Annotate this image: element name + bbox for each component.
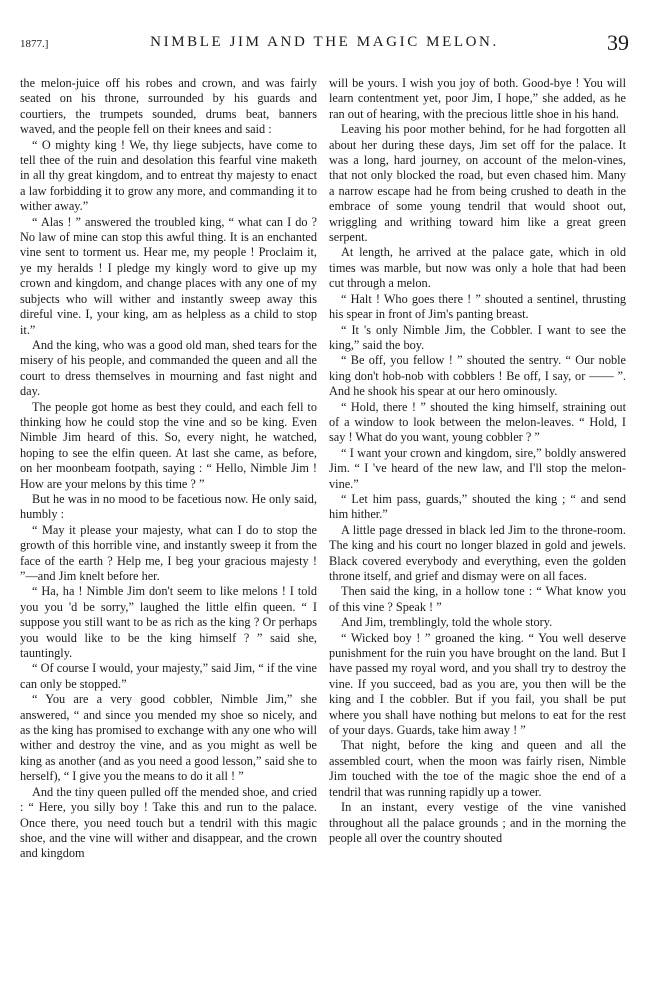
paragraph: will be yours. I wish you joy of both. Good-bye ! You will learn contentment yet, poor Jim, I hope,” she added, as he ran out of hearing, with the precious little shoe in his hand. xyxy=(329,76,626,121)
paragraph: And Jim, tremblingly, told the whole story. xyxy=(341,615,553,630)
page-number: 39 xyxy=(607,30,629,55)
paragraph: “ Of course I would, your majesty,” said Jim, “ if the vine can only be stopped.” xyxy=(20,661,317,691)
paragraph: “ Ha, ha ! Nimble Jim don't seem to like melons ! I told you you 'd be sorry,” laughed the little elfin queen. “ I suppose you still want to be as rich as the king ? Or perhaps you would like to be the king himself ? ” said she, tauntingly. xyxy=(20,584,317,661)
paragraph: “ Be off, you fellow ! ” shouted the sentry. “ Our noble king don't hob-nob with cobblers ! Be off, I say, or —— ”. And he shook his spear at our hero ominously. xyxy=(329,353,626,399)
paragraph: The people got home as best they could, and each fell to thinking how he could stop the vine and so be king. Even Nimble Jim heard of this. So, every night, he watched, hoping to see the elfin queen. At last she came, as before, on her moonbeam footpath, saying : “ Hello, Nimble Jim ! How are your melons by this time ? ” xyxy=(20,399,317,491)
paragraph: “ May it please your majesty, what can I do to stop the growth of this horrible vine, and instantly sweep it from the face of the earth ? Help me, I beg your gracious majesty ! ”—and Jim knelt before her. xyxy=(20,522,317,583)
paragraph: In an instant, every vestige of the vine vanished throughout all the palace grounds ; and in the morning the people all over the country shouted xyxy=(329,800,626,845)
paragraph: “ Wicked boy ! ” groaned the king. “ You well deserve punishment for the ruin you have brought on the land. But I have passed my royal word, and you shall try to destroy the vine. If you succeed, bad as you are, you then will be the king and I the cobbler. But if you fail, you shall be put where you shall have nothing but melons to eat for the rest of your days. Guards, take him away ! ” xyxy=(329,630,626,738)
paragraph: And the king, who was a good old man, shed tears for the misery of his people, and commanded the queen and all the court to dress themselves in mourning and fast night and day. xyxy=(20,337,317,399)
left-column xyxy=(20,76,317,862)
paragraph: A little page dressed in black led Jim to the throne-room. The king and his court no longer blazed in gold and jewels. Black covered everybody and everything, even the golden throne itself, and grief and dismay were on all faces. xyxy=(329,522,626,583)
paragraph: That night, before the king and queen and all the assembled court, when the moon was fairly risen, Nimble Jim touched with the toe of the magic shoe the end of a tendril that was running rapidly up a tower. xyxy=(329,738,626,799)
paragraph: “ Halt ! Who goes there ! ” shouted a sentinel, thrusting his spear in front of Jim's panting breast. xyxy=(329,291,626,322)
paragraph: “ O mighty king ! We, thy liege subjects, have come to tell thee of the ruin and desolation this fearful vine maketh in all thy great kingdom, and to entreat thy majesty to enact a law forbidding it to grow any more, and commanding it to wither away.” xyxy=(20,137,317,214)
paragraph: “ It 's only Nimble Jim, the Cobbler. I want to see the king,” said the boy. xyxy=(329,322,626,352)
header-title: NIMBLE JIM AND THE MAGIC MELON. xyxy=(150,34,499,50)
paragraph: “ Let him pass, guards,” shouted the king ; “ and send him hither.” xyxy=(329,491,626,522)
paragraph: “ Alas ! ” answered the troubled king, “ what can I do ? No law of mine can stop this awful thing. It is an enchanted vine sent to torment us. Hear me, my people ! Proclaim it, ye my heralds ! I pledge my kingly word to give up my crown and kingdom, and change places with any one of my subjects who will wither and instantly sweep away this direful vine. I, your king, am as helpless as a child to stop it.” xyxy=(20,214,317,337)
paragraph: And the tiny queen pulled off the mended shoe, and cried : “ Here, you silly boy ! Take this and run to the palace. Once there, you need touch but a tendril with this magic shoe, and the vine will wither and disappear, and the crown and kingdom xyxy=(20,784,317,861)
header-year: 1877.] xyxy=(20,38,49,50)
paragraph: But he was in no mood to be facetious now. He only said, humbly : xyxy=(20,491,317,522)
paragraph: the melon-juice off his robes and crown, and was fairly seated on his throne, surrounded by his guards and courtiers, the trumpets sounded, drums beat, banners waved, and the people fell on their knees and said : xyxy=(20,76,317,137)
paragraph: Leaving his poor mother behind, for he had forgotten all about her during these days, Jim set off for the palace. It was a long, hard journey, on account of the melon-vines, that not only blocked the road, but even chased him. Many a narrow escape had he from being crushed to death in the embrace of some young tendril that would shoot out, wriggling and writhing toward him like a great green serpent. xyxy=(329,122,626,245)
running-header xyxy=(20,30,629,54)
paragraph: At length, he arrived at the palace gate, which in old times was marble, but now was only a hole that had been cut through a melon. xyxy=(329,245,626,291)
paragraph: “ You are a very good cobbler, Nimble Jim,” she answered, “ and since you mended my shoe so nicely, and as the king has promised to exchange with any one who will wither and destroy the vine, and as you might as well be king as another (and as you need a good lesson,” said she to herself), “ I give you the means to do it all ! ” xyxy=(20,692,317,784)
paragraph: “ Hold, there ! ” shouted the king himself, straining out of a window to look between the melon-leaves. “ Hold, I say ! What do you want, young cobbler ? ” xyxy=(329,399,626,445)
right-column xyxy=(329,76,626,846)
paragraph: Then said the king, in a hollow tone : “ What know you of this vine ? Speak ! ” xyxy=(329,584,626,614)
paragraph: “ I want your crown and kingdom, sire,” boldly answered Jim. “ I 've heard of the new law, and I'll stop the melon-vine.” xyxy=(329,445,626,491)
